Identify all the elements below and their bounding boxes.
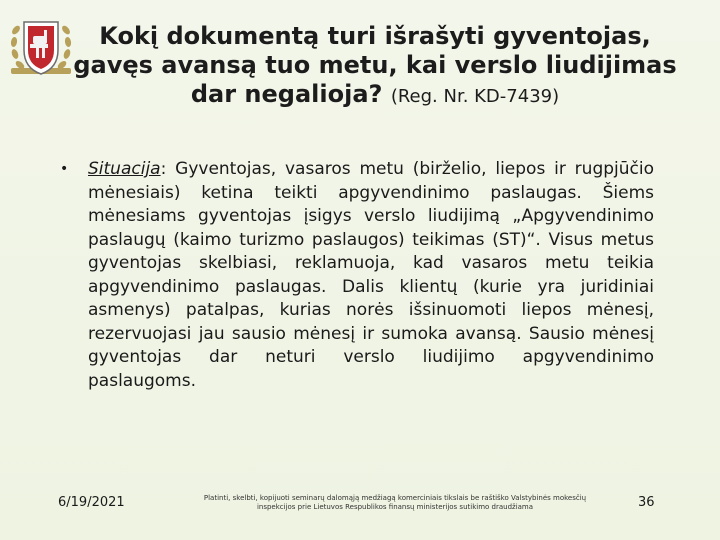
situation-term: Situacija bbox=[88, 159, 161, 179]
situation-paragraph bbox=[88, 158, 654, 393]
bullet-dot-icon: • bbox=[60, 161, 69, 177]
footer-copyright-note: Platinti, skelbti, kopijuoti seminarų dalomąją medžiagą komerciniais tikslais be raštiško Valstybinės mokesčių inspekcijos prie Lietuvos Respublikos finansų ministerijos sutikimo draudžiama bbox=[203, 494, 587, 511]
slide-title-reference: (Reg. Nr. KD-7439) bbox=[390, 86, 560, 107]
footer-date: 6/19/2021 bbox=[58, 495, 125, 510]
situation-bullet bbox=[60, 158, 654, 393]
situation-text: : Gyventojas, vasaros metu (birželio, liepos ir rugpjūčio mėnesiais) ketina teikti apgyvendinimo paslaugas. Šiems mėnesiams gyventojas įsigys verslo liudijimą „Apgyvendinimo paslaugų (kaimo turizmo paslaugos) teikimas (ST)“. Visus metus gyventojas skelbiasi, reklamuoja, kad vasaros metu teikia apgyvendinimo paslaugas. Dalis klientų (kurie yra juridiniai asmenys) patalpas, kurias norės išsinuomoti liepos mėnesį, rezervuojasi jau sausio mėnesį ir sumoka avansą. Sausio mėnesį gyventojas dar neturi verslo liudijimo apgyvendinimo paslaugoms. bbox=[88, 159, 654, 391]
slide-title bbox=[60, 22, 690, 111]
slide-title-main: Kokį dokumentą turi išrašyti gyventojas, gavęs avansą tuo metu, kai verslo liudijimas dar negalioja? bbox=[73, 22, 677, 108]
footer-page-number: 36 bbox=[638, 495, 655, 510]
